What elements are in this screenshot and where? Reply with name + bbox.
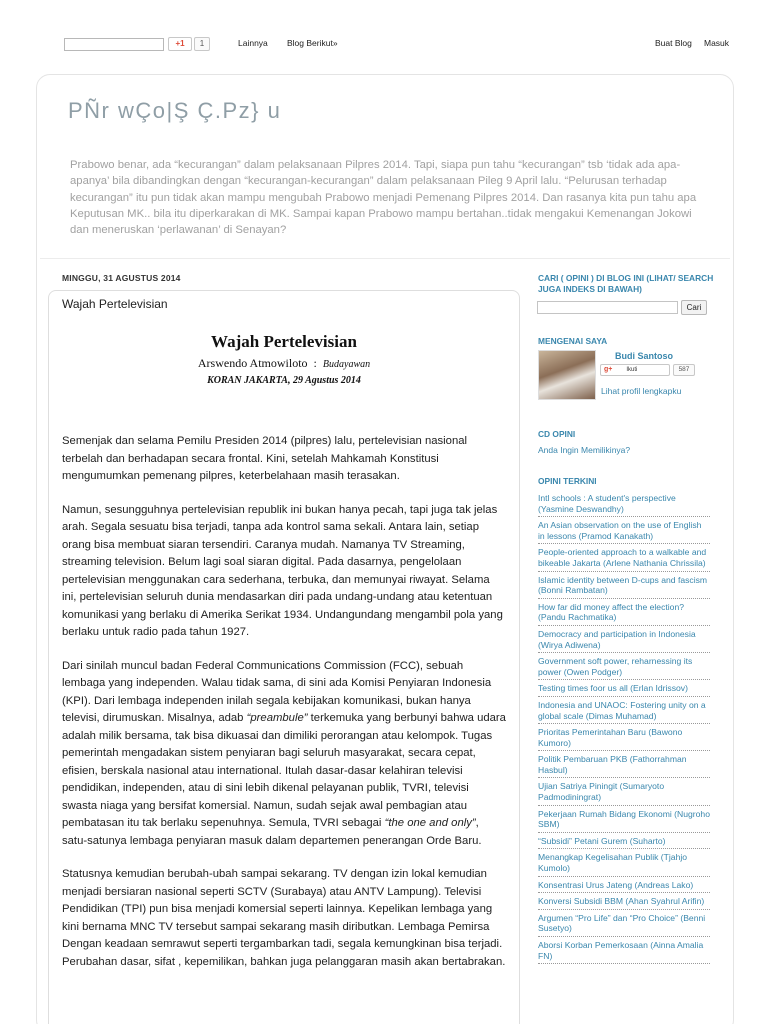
opini-item[interactable]: Konversi Subsidi BBM (Ahan Syahrul Arifin) <box>538 896 710 910</box>
navbar-search-input[interactable] <box>64 38 164 51</box>
full-profile-link[interactable]: Lihat profil lengkapku <box>601 386 682 396</box>
opini-item[interactable]: Testing times foor us all (Erlan Idrissov) <box>538 683 710 697</box>
post-paragraph: Semenjak dan selama Pemilu Presiden 2014 (pilpres) lalu, pertelevisian nasional terbelah dan berhadapan secara frontal. Kini, setelah Mahkamah Konstitusi mengumumkan pemenang pilpres, keterbelahaan masih terasakan. <box>62 435 468 482</box>
post-body <box>62 433 506 987</box>
opini-list <box>538 493 710 967</box>
about-heading: MENGENAI SAYA <box>538 336 608 346</box>
profile-name-link[interactable]: Budi Santoso <box>615 351 673 361</box>
article-title: Wajah Pertelevisian <box>211 332 357 351</box>
paragraph-text: , satu-satunya lembaga penyiaran masuk dalam departemen penerangan Orde Baru. <box>62 817 482 847</box>
follow-count-badge: 587 <box>673 364 695 376</box>
opini-item[interactable]: Aborsi Korban Pemerkosaan (Ainna Amalia FN) <box>538 940 710 964</box>
opini-terkini-heading: OPINI TERKINI <box>538 476 597 486</box>
opini-item[interactable]: Menangkap Kegelisahan Publik (Tjahjo Kumolo) <box>538 852 710 876</box>
article-author-line <box>48 356 520 371</box>
sidebar-search-input[interactable] <box>537 301 678 314</box>
article-source: KORAN JAKARTA, 29 Agustus 2014 <box>207 375 361 386</box>
create-blog-link[interactable]: Buat Blog <box>655 38 692 48</box>
paragraph-text: terkemuka yang berbunyi bahwa udara adalah milik bersama, tak bisa dikuasai dan dimiliki perorangan atau kelompok. Tugas pemerintah mengadakan sistem penyiaran bagi seluruh masyarakat, secara cepat, efisien, berskala nasional atau international. Itulah dasar-dasar kelahiran televisi pendidikan, independen, atau di sini lebih dikenal pelayanan publik, TVRI, televisi swasta niaga yang bersifat komersial. Namun, sudah sejak awal pembagian atau pembatasan itu tak berlaku sepenuhnya. Semula, TVRI sebagai <box>62 712 506 829</box>
blogger-navbar <box>0 0 768 58</box>
post-date-header: MINGGU, 31 AGUSTUS 2014 <box>62 273 181 283</box>
opini-item[interactable]: Ujian Satriya Piningit (Sumaryoto Padmodiningrat) <box>538 781 710 805</box>
sidebar-search-heading: CARI ( OPINI ) DI BLOG INI (LIHAT/ SEARCH JUGA INDEKS DI BAWAH) <box>538 273 714 294</box>
profile-photo[interactable] <box>538 350 596 400</box>
post-title[interactable]: Wajah Pertelevisian <box>62 297 168 311</box>
follow-button[interactable] <box>600 364 670 376</box>
opini-item[interactable]: Konsentrasi Urus Jateng (Andreas Lako) <box>538 880 710 894</box>
gplus-count-badge: 1 <box>194 37 210 51</box>
follow-label: Ikuti <box>626 367 638 373</box>
cd-opini-link[interactable]: Anda Ingin Memilikinya? <box>538 445 631 455</box>
post-paragraph: Namun, sesungguhnya pertelevisian republik ini bukan hanya pecah, tapi juga tak jelas arah. Segala sesuatu bisa terjadi, tanpa ada kontrol sama sekali. Antara lain, setiap orang bisa membuat siaran tersendiri. Caranya mudah. Namanya TV Streaming, streaming television. Belum lagi soal siaran digital. Pada dasarnya, pengelolaan pertelevisian menggunakan cara sederhana, terbuka, dan memunyai riwayat. Selama ini, pertelevisian seluruh dunia mendasarkan diri pada undang-undang atau ketentuan komunikasi yang berlaku di Amerika Serikat 1934. Undangundang mengambil pola yang berlaku untuk radio pada tahun 1927. <box>62 503 503 638</box>
opini-item[interactable]: “Subsidi” Petani Gurem (Suharto) <box>538 836 710 850</box>
next-blog-link[interactable]: Blog Berikut» <box>287 38 338 48</box>
gplus-one-button[interactable]: +1 <box>168 37 192 51</box>
post-paragraph: Statusnya kemudian berubah-ubah sampai sekarang. TV dengan izin lokal kemudian menjadi bersiaran nasional seperti SCTV (Surabaya) atau ANTV Lampung). Televisi Pendidikan (TPI) pun bisa menjadi komersial seperti lainnya. Kepelikan lembaga yang kini bernama MNC TV tersebut sampai sekarang masih diributkan. Lembaga Pemirsa Dengan keadaan semrawut seperti tergambarkan tadi, segala kemungkinan bisa terjadi. Perubahan dasar, sifat , kepemilikan, bahkan juga pelanggaran masih akan bertabrakan. <box>62 868 506 968</box>
opini-item[interactable]: People-oriented approach to a walkable and bikeable Jakarta (Arlene Nathania Chrissila) <box>538 547 710 571</box>
opini-item[interactable]: Intl schools : A student's perspective (Yasmine Deswandhy) <box>538 493 710 517</box>
paragraph-emphasis: “preambule” <box>246 712 308 724</box>
article-author-role: Budayawan <box>322 359 371 370</box>
cd-opini-heading: CD OPINI <box>538 429 576 439</box>
blog-description: Prabowo benar, ada “kecurangan” dalam pelaksanaan Pilpres 2014. Tapi, siapa pun tahu “kecurangan” tsb ‘tidak ada apa-apanya’ bila dibandingkan dengan “kecurangan-kecurangan” dalam pelaksanaan Pileg 9 April lalu. “Pelurusan terhadap kecurangan” itu pun tidak akan mampu mengubah Prabowo menjadi Pemenang Pilpres 2014. Dan rasanya kita pun tahu apa Keputusan MK.. bila itu diperkarakan di MK. Sampai kapan Prabowo mampu bertahan..tidak mengakui Kemenangan Jokowi dan meneruskan ‘perlawanan’ di Senayan? <box>70 159 697 237</box>
post-paragraph <box>62 658 506 851</box>
opini-item[interactable]: Government soft power, reharnessing its power (Owen Podger) <box>538 656 710 680</box>
opini-item[interactable]: How far did money affect the election? (Pandu Rachmatika) <box>538 602 710 626</box>
more-link[interactable]: Lainnya <box>238 38 268 48</box>
author-separator: : <box>313 356 317 370</box>
opini-item[interactable]: Pekerjaan Rumah Bidang Ekonomi (Nugroho SBM) <box>538 809 710 833</box>
opini-item[interactable]: Argumen “Pro Life” dan “Pro Choice” (Benni Susetyo) <box>538 913 710 937</box>
paragraph-emphasis: “the one and only” <box>384 817 476 829</box>
gplus-icon: g+ <box>604 366 613 373</box>
article-author: Arswendo Atmowiloto <box>197 356 308 370</box>
opini-item[interactable]: Democracy and participation in Indonesia (Wirya Adiwena) <box>538 629 710 653</box>
sign-in-link[interactable]: Masuk <box>704 38 730 48</box>
opini-item[interactable]: Indonesia and UNAOC: Fostering unity on a global scale (Dimas Muhamad) <box>538 700 710 724</box>
paragraph-text: Dari sinilah muncul badan Federal Communications Commission (FCC), sebuah lembaga yang independen. Walau tidak sama, di sini ada Komisi Penyiaran Indonesia (KPI). Dari lembaga independen inilah segala kebijakan komunikasi, bukan hanya televisi, dirumuskan. Misalnya, adab <box>62 659 492 724</box>
opini-item[interactable]: Prioritas Pemerintahan Baru (Bawono Kumoro) <box>538 727 710 751</box>
opini-item[interactable]: Islamic identity between D-cups and fascism (Bonni Rambatan) <box>538 575 710 599</box>
opini-item[interactable]: An Asian observation on the use of English in lessons (Pramod Kanakath) <box>538 520 710 544</box>
opini-item[interactable]: Politik Pembaruan PKB (Fathorrahman Hasbul) <box>538 754 710 778</box>
blog-title[interactable]: PÑr wÇo|Ş Ç.Pz} u <box>68 98 282 123</box>
header-divider <box>40 258 730 259</box>
sidebar-search-button[interactable]: Cari <box>681 300 707 315</box>
